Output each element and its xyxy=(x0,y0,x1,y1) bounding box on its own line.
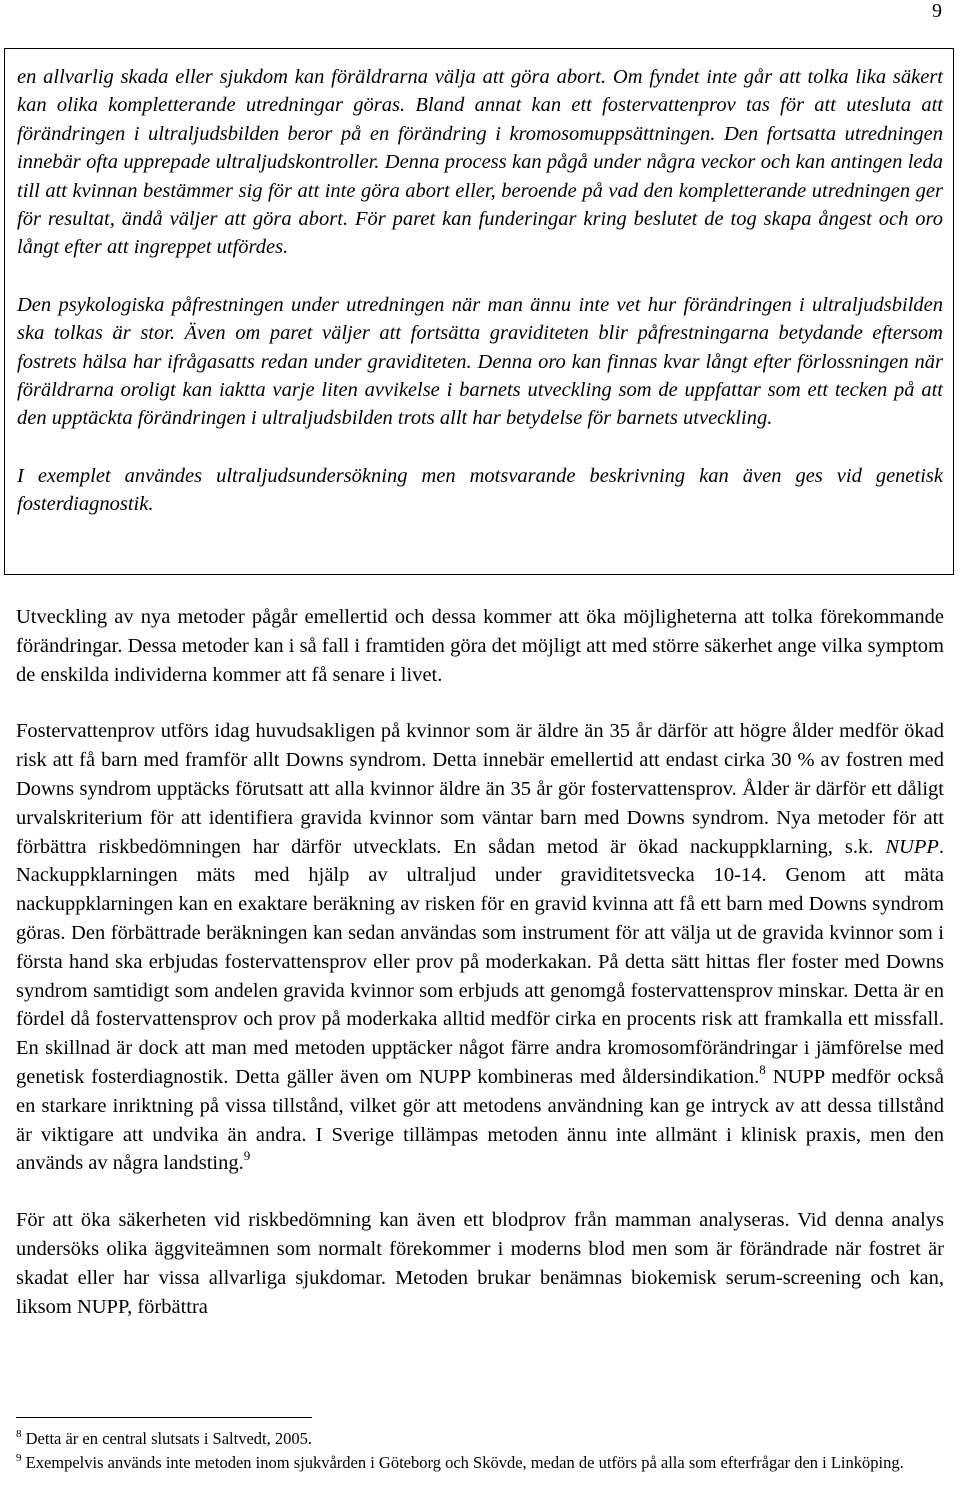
footnote-8 xyxy=(16,1428,944,1449)
body-paragraph-2-part-1: Fostervattenprov utförs idag huvudsakligen på kvinnor som är äldre än 35 år därför att högre ålder medför ökad risk att få barn med framför allt Downs syndrom. Detta innebär emellertid att endast cirka 30 % av fostren med Downs syndrom upptäcks förutsatt att alla kvinnor äldre än 35 år gör fostervattensprov. Ålder är därför ett dåligt urvalskriterium för att identifiera gravida kvinnor som väntar barn med Downs syndrom. Nya metoder för att förbättra riskbedömningen har därför utvecklats. En sådan metod är ökad nackuppklarning, s.k. xyxy=(16,720,944,858)
footnote-marker: 9 xyxy=(16,1452,22,1464)
body-text xyxy=(16,603,944,1349)
body-paragraph-2-part-3: NUPP medför också en starkare inriktning på vissa tillstånd, vilket gör att metodens användning kan ge intryck av att dessa tillstånd är viktigare att undvika än andra. I Sverige tillämpas metoden ännu inte allmänt i klinisk praxis, men den används av några landsting. xyxy=(16,1065,944,1175)
body-paragraph-3: För att öka säkerheten vid riskbedömning kan även ett blodprov från mamman analyseras. Vid denna analys undersöks olika äggviteämnen som normalt förekommer i moderns blod men som är förändrade när fostret är skadat eller har vissa allvarliga sjukdomar. Metoden brukar benämnas biokemisk serum-screening och kan, liksom NUPP, förbättra xyxy=(16,1209,944,1318)
footnote-9 xyxy=(16,1452,944,1473)
page-number: 9 xyxy=(932,0,942,22)
body-paragraph-2-part-2: . Nackuppklarningen mäts med hjälp av ultraljud under graviditetsvecka 10-14. Genom att mäta nackuppklarningen kan en exaktare beräkning av risken för en gravid kvinna att få ett barn med Downs syndrom göras. Den förbättrade beräkningen kan sedan användas som instrument för att välja ut de gravida kvinnor som i första hand ska erbjudas fostervattensprov eller prov på moderkakan. På detta sätt hittas fler foster med Downs syndrom samtidigt som andelen gravida kvinnor som erbjuds att genomgå fostervattensprov minskar. Detta är en fördel då fostervattensprov och prov på moderkaka alltid medför cirka en procents risk att framkalla ett missfall. En skillnad är dock att man med metoden upptäcker något färre andra kromosomförändringar i jämförelse med genetisk fosterdiagnostik. Detta gäller även om NUPP kombineras med åldersindikation. xyxy=(16,835,944,1088)
box-paragraph-2: Den psykologiska påfrestningen under utredningen när man ännu inte vet hur förändringen i ultraljudsbilden ska tolkas är stor. Även om paret väljer att fortsätta graviditeten blir påfrestningarna betydande eftersom fostrets hälsa har ifrågasatts redan under graviditeten. Denna oro kan finnas kvar långt efter förlossningen när föräldrarna oroligt kan iaktta varje liten avvikelse i barnets utveckling som de uppfattar som ett tecken på att den upptäckta förändringen i ultraljudsbilden trots allt har betydelse för barnets utveckling. xyxy=(17,293,943,430)
footnote-text: Detta är en central slutsats i Saltvedt, 2005. xyxy=(25,1429,313,1448)
body-paragraph-1: Utveckling av nya metoder pågår emellertid och dessa kommer att öka möjligheterna att tolka förekommande förändringar. Dessa metoder kan i så fall i framtiden göra det möjligt att med större säkerhet ange vilka symptom de enskilda individerna kommer att få senare i livet. xyxy=(16,606,944,686)
box-paragraph-1: en allvarlig skada eller sjukdom kan föräldrarna välja att göra abort. Om fyndet inte går att tolka lika säkert kan olika kompletterande utredningar göras. Bland annat kan ett fostervattenprov tas för att utesluta att förändringen i ultraljudsbilden beror på en förändring i kromosomuppsättningen. Den fortsatta utredningen innebär ofta upprepade ultraljudskontroller. Denna process kan pågå under några veckor och kan antingen leda till att kvinnan bestämmer sig för att inte göra abort eller, beroende på vad den kompletterande utredningen ger för resultat, ändå väljer att göra abort. För paret kan funderingar kring beslutet de tog skapa ångest och oro långt efter att ingreppet utfördes. xyxy=(17,66,943,259)
footnote-separator xyxy=(16,1417,312,1418)
body-paragraph-2 xyxy=(16,717,944,1178)
footnote-marker: 8 xyxy=(16,1428,22,1440)
example-box-content xyxy=(17,63,943,519)
footnote-text: Exempelvis används inte metoden inom sjukvården i Göteborg och Skövde, medan de utförs på alla som efterfrågar den i Linköping. xyxy=(25,1453,904,1472)
nupp-term: NUPP xyxy=(885,835,939,858)
box-paragraph-3: I exemplet användes ultraljudsundersökning men motsvarande beskrivning kan även ges vid genetisk fosterdiagnostik. xyxy=(17,464,943,516)
example-box xyxy=(4,48,954,575)
footnote-ref-9[interactable]: 9 xyxy=(243,1148,251,1164)
footnotes xyxy=(16,1428,944,1476)
footnote-ref-8[interactable]: 8 xyxy=(759,1061,766,1077)
